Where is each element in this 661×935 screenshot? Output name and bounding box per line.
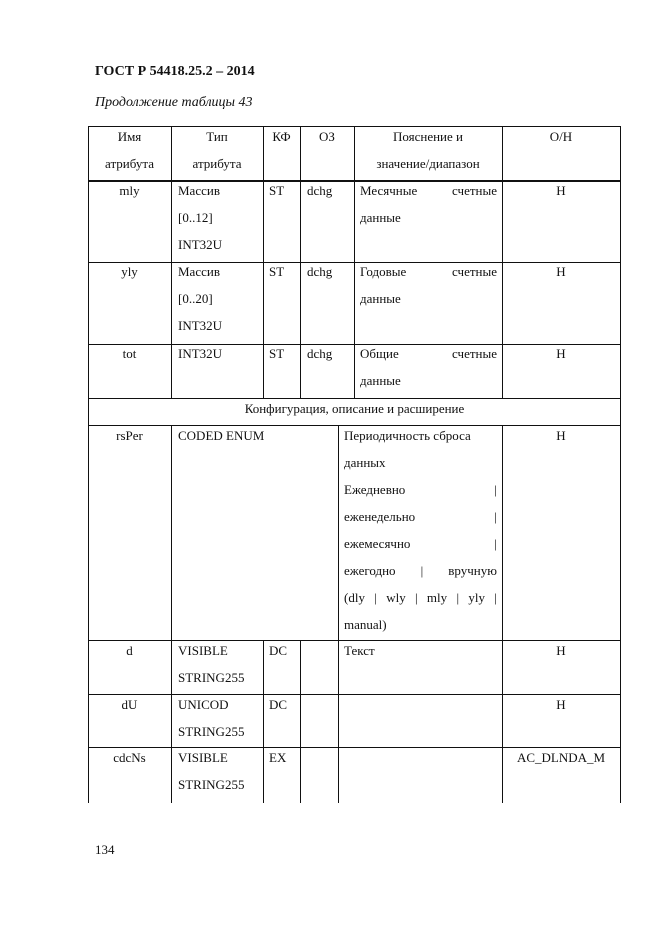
row-du-fc: DC: [269, 697, 288, 712]
row-cdcns-type: VISIBLE STRING255: [178, 750, 245, 792]
document-title: ГОСТ Р 54418.25.2 – 2014: [95, 64, 255, 79]
row-tot-mo: Н: [556, 346, 566, 361]
row-mly-fc: ST: [269, 183, 285, 198]
row-yly-trgop: dchg: [307, 264, 333, 279]
row-d-fc: DC: [269, 643, 288, 658]
row-yly-name: yly: [121, 264, 138, 279]
row-du-name: dU: [121, 697, 138, 712]
row-tot-name: tot: [122, 346, 137, 361]
row-mly-name: mly: [119, 183, 140, 198]
page-number: 134: [95, 842, 115, 857]
col-header-type: Тип атрибута: [192, 129, 242, 171]
row-rsper-name: rsPer: [116, 428, 143, 443]
row-yly-explanation: Годовые счетные данные: [360, 264, 497, 306]
row-du-type: UNICOD STRING255: [178, 697, 245, 739]
row-mly-explanation: Месячные счетные данные: [360, 183, 497, 225]
row-d-type: VISIBLE STRING255: [178, 643, 245, 685]
row-tot-type: INT32U: [178, 346, 223, 361]
row-du-mo: Н: [556, 697, 566, 712]
row-mly-mo: Н: [556, 183, 566, 198]
row-yly-type: Массив [0..20] INT32U: [178, 264, 223, 333]
section-heading: Конфигурация, описание и расширение: [244, 401, 465, 416]
col-header-explanation: Пояснение и значение/диапазон: [376, 129, 480, 171]
row-cdcns-fc: EX: [269, 750, 287, 765]
table-continuation-label: Продолжение таблицы 43: [95, 95, 253, 110]
row-mly-trgop: dchg: [307, 183, 333, 198]
col-header-name: Имя атрибута: [105, 129, 154, 171]
row-tot-explanation: Общие счетные данные: [360, 346, 497, 388]
row-cdcns-name: cdcNs: [113, 750, 146, 765]
row-d-name: d: [126, 643, 133, 658]
col-header-trgop: ОЗ: [319, 129, 335, 144]
col-header-fc: КФ: [272, 129, 291, 144]
row-rsper-explanation: Периодичность сброса данных Ежедневно | еженедельно | ежемесячно | ежегодно | вручную (dly | wly | mly | yly | manual): [344, 428, 497, 632]
row-rsper-type: CODED ENUM: [178, 428, 265, 443]
row-rsper-mo: Н: [556, 428, 566, 443]
row-cdcns-mo: AC_DLNDA_M: [516, 750, 606, 765]
row-yly-mo: Н: [556, 264, 566, 279]
row-d-mo: Н: [556, 643, 566, 658]
row-d-explanation: Текст: [344, 643, 375, 658]
row-mly-type: Массив [0..12] INT32U: [178, 183, 223, 252]
row-yly-fc: ST: [269, 264, 285, 279]
row-tot-fc: ST: [269, 346, 285, 361]
col-header-mo: О/Н: [549, 129, 573, 144]
row-tot-trgop: dchg: [307, 346, 333, 361]
